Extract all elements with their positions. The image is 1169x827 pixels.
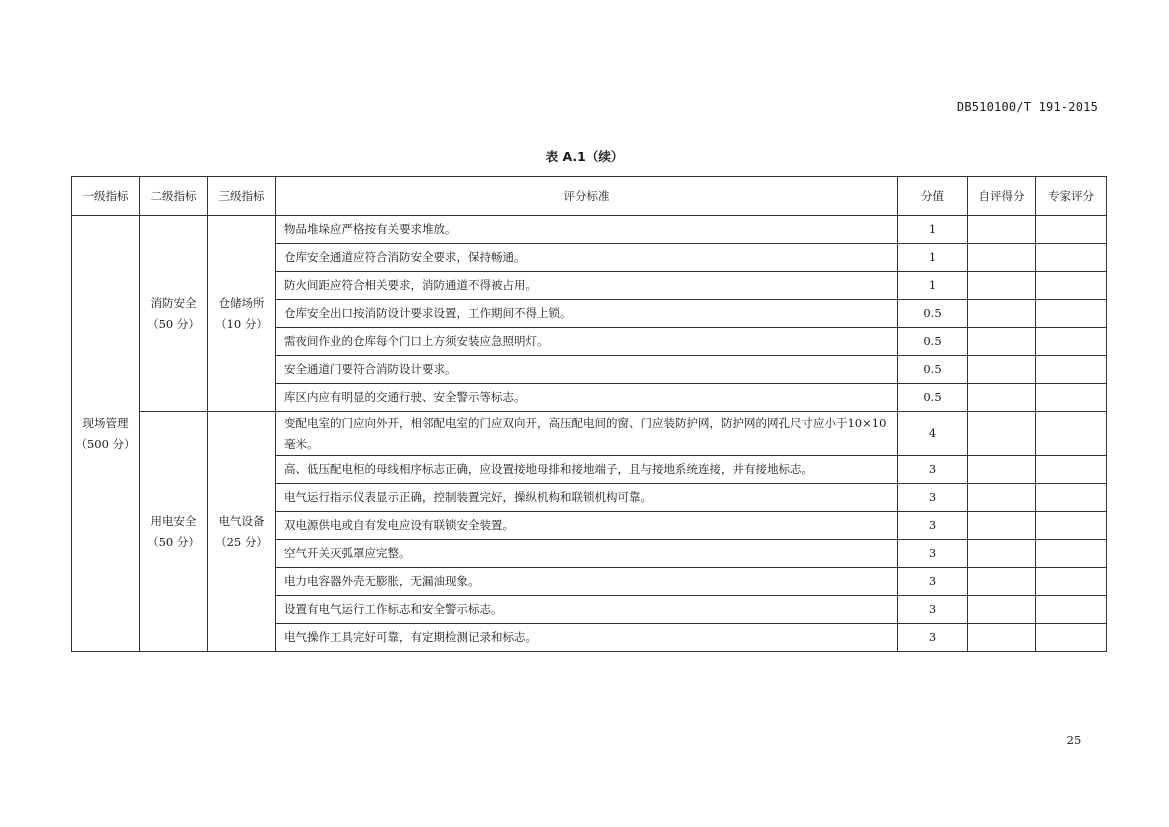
col-header-expert-score: 专家评分 [1036,177,1107,216]
criterion-cell: 仓库安全出口按消防设计要求设置，工作期间不得上锁。 [276,300,898,328]
col-header-level3: 三级指标 [208,177,276,216]
level2-cell [140,412,208,652]
criterion-cell: 安全通道门要符合消防设计要求。 [276,356,898,384]
expert-score-cell [1036,300,1107,328]
table-title: 表 A.1（续） [545,149,624,164]
expert-score-cell [1036,568,1107,596]
self-score-cell [968,244,1036,272]
level1-name: 现场管理 [82,415,129,430]
criterion-cell: 双电源供电或自有发电应设有联锁安全装置。 [276,512,898,540]
criterion-cell: 库区内应有明显的交通行驶、安全警示等标志。 [276,384,898,412]
expert-score-cell [1036,272,1107,300]
self-score-cell [968,596,1036,624]
criterion-cell: 物品堆垛应严格按有关要求堆放。 [276,216,898,244]
scoring-table [71,176,1107,652]
score-cell: 1 [898,216,968,244]
self-score-cell [968,300,1036,328]
expert-score-cell [1036,540,1107,568]
col-header-score: 分值 [898,177,968,216]
criterion-cell: 仓库安全通道应符合消防安全要求，保持畅通。 [276,244,898,272]
expert-score-cell [1036,596,1107,624]
score-cell: 3 [898,596,968,624]
criterion-cell: 电气运行指示仪表显示正确，控制装置完好，操纵机构和联锁机构可靠。 [276,484,898,512]
score-cell: 4 [898,412,968,456]
criterion-cell: 电气操作工具完好可靠，有定期检测记录和标志。 [276,624,898,652]
self-score-cell [968,456,1036,484]
expert-score-cell [1036,244,1107,272]
expert-score-cell [1036,216,1107,244]
level1-points: （500 分） [75,436,136,451]
score-cell: 0.5 [898,328,968,356]
score-cell: 0.5 [898,356,968,384]
self-score-cell [968,412,1036,456]
expert-score-cell [1036,484,1107,512]
level2-name: 用电安全 [150,513,197,528]
col-header-level1: 一级指标 [72,177,140,216]
expert-score-cell [1036,384,1107,412]
expert-score-cell [1036,412,1107,456]
score-cell: 0.5 [898,300,968,328]
self-score-cell [968,624,1036,652]
self-score-cell [968,272,1036,300]
expert-score-cell [1036,456,1107,484]
score-cell: 3 [898,484,968,512]
page-number: 25 [1066,733,1082,747]
level3-cell [208,216,276,412]
self-score-cell [968,216,1036,244]
score-cell: 3 [898,624,968,652]
table-row [72,216,1107,244]
table-row [72,412,1107,456]
score-cell: 0.5 [898,384,968,412]
level3-points: （10 分） [215,316,268,331]
level3-points: （25 分） [215,534,268,549]
self-score-cell [968,384,1036,412]
criterion-cell: 防火间距应符合相关要求，消防通道不得被占用。 [276,272,898,300]
self-score-cell [968,356,1036,384]
criterion-cell: 高、低压配电柜的母线相序标志正确，应设置接地母排和接地端子，且与接地系统连接，并有接地标志。 [276,456,898,484]
expert-score-cell [1036,328,1107,356]
table-body [72,216,1107,652]
score-cell: 3 [898,456,968,484]
document-code: DB510100/T 191-2015 [956,100,1098,114]
criterion-cell: 需夜间作业的仓库每个门口上方须安装应急照明灯。 [276,328,898,356]
score-cell: 1 [898,244,968,272]
self-score-cell [968,512,1036,540]
criterion-cell: 空气开关灭弧罩应完整。 [276,540,898,568]
score-cell: 3 [898,512,968,540]
level2-points: （50 分） [147,534,200,549]
level2-points: （50 分） [147,316,200,331]
col-header-criteria: 评分标准 [276,177,898,216]
col-header-level2: 二级指标 [140,177,208,216]
level3-cell [208,412,276,652]
expert-score-cell [1036,512,1107,540]
level1-cell [72,216,140,652]
level3-name: 仓储场所 [218,295,265,310]
score-cell: 1 [898,272,968,300]
criterion-cell: 设置有电气运行工作标志和安全警示标志。 [276,596,898,624]
level2-name: 消防安全 [150,295,197,310]
expert-score-cell [1036,356,1107,384]
level3-name: 电气设备 [218,513,265,528]
self-score-cell [968,328,1036,356]
expert-score-cell [1036,624,1107,652]
level2-cell [140,216,208,412]
self-score-cell [968,568,1036,596]
criterion-cell: 电力电容器外壳无膨胀，无漏油现象。 [276,568,898,596]
col-header-self-score: 自评得分 [968,177,1036,216]
self-score-cell [968,484,1036,512]
score-cell: 3 [898,568,968,596]
score-cell: 3 [898,540,968,568]
self-score-cell [968,540,1036,568]
table-header-row [72,177,1107,216]
criterion-cell: 变配电室的门应向外开，相邻配电室的门应双向开，高压配电间的窗、门应装防护网，防护网的网孔尺寸应小于10×10 毫米。 [276,412,898,456]
